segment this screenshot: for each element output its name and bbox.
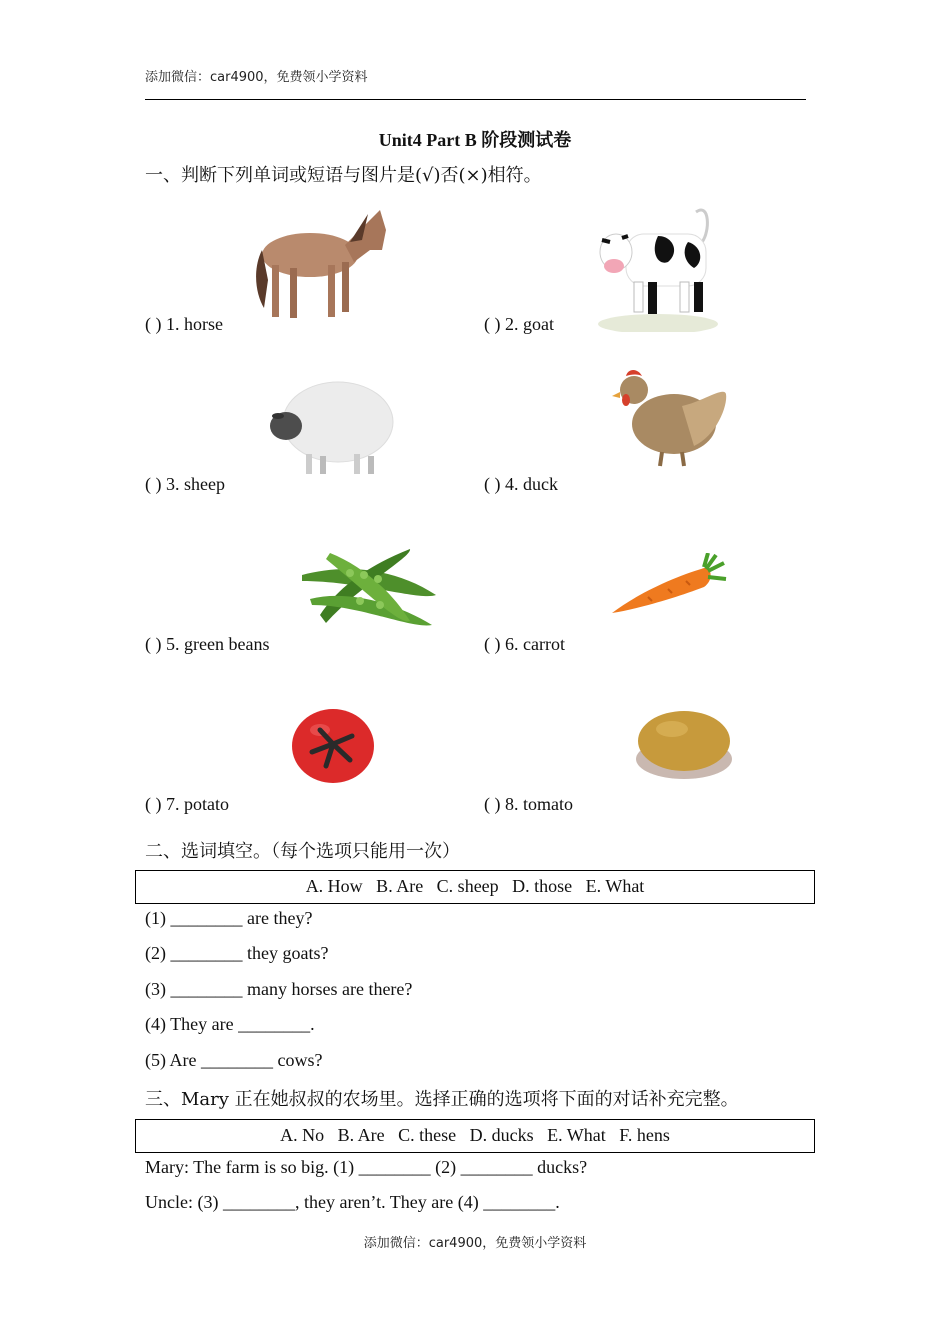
section2-heading: 二、选词填空。（每个选项只能用一次） <box>145 841 460 862</box>
section3-options-box: A. No B. Are C. these D. ducks E. What F. hens <box>135 1119 815 1153</box>
question-1: ( ) 1. horse <box>145 314 223 334</box>
section1-heading: 一、判断下列单词或短语与图片是(√)否(×)相符。 <box>145 165 542 186</box>
fill-line-1: (1) ________ are they? <box>145 908 313 928</box>
page-footer: 添加微信：car4900，免费领小学资料 <box>363 1236 587 1251</box>
question-4: ( ) 4. duck <box>484 474 558 494</box>
page-title: Unit4 Part B 阶段测试卷 <box>378 130 572 150</box>
question-6: ( ) 6. carrot <box>484 634 565 654</box>
fill-line-3: (3) ________ many horses are there? <box>145 979 413 999</box>
dialogue-line-1: Mary: The farm is so big. (1) ________ (2) ________ ducks? <box>145 1157 588 1177</box>
question-7: ( ) 7. potato <box>145 794 229 814</box>
green-beans-icon <box>300 545 438 633</box>
fill-line-5: (5) Are ________ cows? <box>145 1050 323 1070</box>
fill-line-4: (4) They are ________. <box>145 1014 315 1034</box>
question-2: ( ) 2. goat <box>484 314 554 334</box>
fill-line-2: (2) ________ they goats? <box>145 943 329 963</box>
sheep-icon <box>268 372 396 477</box>
hen-icon <box>612 366 730 472</box>
tomato-icon <box>290 706 376 784</box>
carrot-icon <box>608 553 728 619</box>
dialogue-line-2: Uncle: (3) ________, they aren’t. They are (4) ________. <box>145 1192 560 1212</box>
header-divider <box>145 99 806 100</box>
potato-icon <box>634 705 734 781</box>
question-8: ( ) 8. tomato <box>484 794 573 814</box>
section2-options-box: A. How B. Are C. sheep D. those E. What <box>135 870 815 904</box>
cow-icon <box>598 202 720 332</box>
question-5: ( ) 5. green beans <box>145 634 270 654</box>
horse-icon <box>250 200 390 325</box>
section3-heading: 三、Mary 正在她叔叔的农场里。选择正确的选项将下面的对话补充完整。 <box>145 1089 739 1110</box>
question-3: ( ) 3. sheep <box>145 474 225 494</box>
page-header: 添加微信：car4900，免费领小学资料 <box>145 70 368 85</box>
